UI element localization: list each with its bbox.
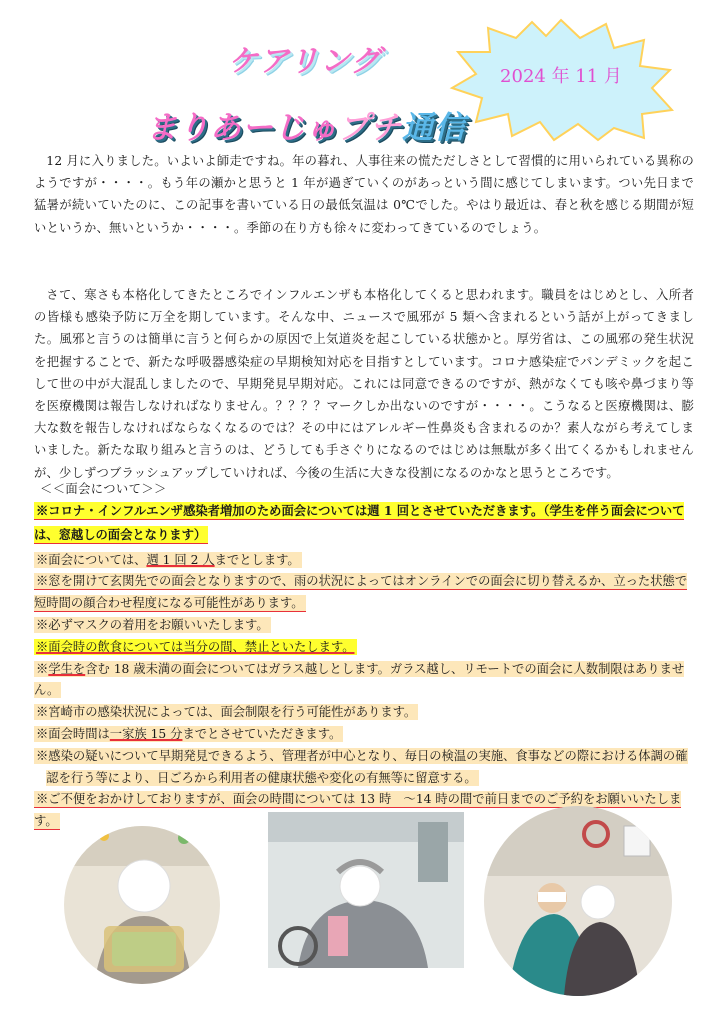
notice-15-min-tail: までとさせていただきます。 bbox=[182, 726, 342, 741]
notice-under-18-rest: 含む 18 歳未満の面会についてはガラス越しとします。ガラス越し、リモートでの面会に人数制限はありません。 bbox=[34, 661, 685, 698]
notice-reservation-text: ※ご不便をおかけしておりますが、面会の時間については 13 時 ～14 時の間で前日までのご予約をお願いいたします。 bbox=[34, 792, 682, 829]
notice-two-people-text bbox=[34, 552, 302, 568]
title-part-tsushin: 通信 bbox=[402, 110, 466, 146]
newsletter-title-caring: ケアリング bbox=[228, 44, 382, 79]
notice-no-food-text: ※面会時の飲食については当分の間、禁止といたします。 bbox=[36, 639, 355, 654]
notice-under-18-mark: ※ bbox=[36, 661, 49, 676]
notice-mask bbox=[34, 615, 696, 637]
notice-miyazaki bbox=[34, 702, 696, 724]
notice-two-people-lead: ※面会については、 bbox=[36, 552, 147, 567]
influenza-paragraph: さて、寒さも本格化してきたところでインフルエンザも本格化してくると思われます。職員をはじめとし、入所者の皆様も感染予防に万全を期しています。そんな中、ニュースで風邪が 5 類へ含まれるという話が上がってきました。風邪と言うのは簡単に言うと何らかの原因で上気道炎を起こしている状態かと。厚労省は、この風邪の発生状況を把握することで、新たな呼吸器感染症の早期検知対応を目指すとしています。コロナ感染症でパンデミックを起こして世の中が大混乱しましたので、早期発見早期対応。これには同意できるのですが、熱がなくても咳や鼻づまり等を医療機関は報告しなければなりません。？？？？マークしか出ないのですが・・・・。こうなると医療機関は、膨大な数を報告しなければならなくなるのでは？その中にはアレルギー性鼻炎も含まれるのか？素人ながら考えてしまいました。新たな取り組みと言うのは、どうしても手さぐりになるのではじめは無駄が多く出てくるかもしれませんが、少しずつブラッシュアップしていければ、今後の生活に大きな役割になるのかなと思うところです。 bbox=[34, 288, 694, 480]
notice-mask-text: ※必ずマスクの着用をお願いいたします。 bbox=[36, 617, 269, 632]
issue-date: 2024 年 11 月 bbox=[500, 66, 622, 87]
intro-paragraph: 12 月に入りました。いよいよ師走ですね。年の暮れ、人事往来の慌ただしさとして習慣的に用いられている異称のようですが・・・・。もう年の瀬かと思うと 1 年が過ぎていくのがあっという間に感じてしまいます。つい先日まで猛暑が続いていたのに、この記事を書いている日の最低気温は 0℃でした。やはり最近は、春と秋を感じる期間が短いというか、無いというか・・・・。季節の在り方も徐々に変わってきているのでしょう。 bbox=[34, 154, 694, 235]
notice-two-people bbox=[34, 550, 696, 572]
notice-15-min-limit: 一家族 15 分 bbox=[109, 726, 183, 741]
notice-under-18-students: 学生を bbox=[48, 661, 86, 676]
notice-15-min bbox=[34, 724, 696, 746]
notice-under-18-text bbox=[34, 661, 684, 699]
notice-weekly-visit-text: ※コロナ・インフルエンザ感染者増加のため面会については週 1 回とさせていただきます。（学生を伴う面会については、窓越しの面会となります） bbox=[34, 503, 685, 542]
title-part-mariage: まりあーじゅ bbox=[146, 110, 338, 146]
photo-resident-with-gift bbox=[64, 826, 220, 984]
notice-weekly-visit bbox=[34, 499, 696, 547]
notice-15-min-lead: ※面会時間は bbox=[36, 726, 110, 741]
notice-two-people-tail: までとします。 bbox=[214, 552, 300, 567]
notice-entrance-visit bbox=[34, 571, 696, 615]
notice-health-check-text: ※感染の疑いについて早期発見できるよう、管理者が中心となり、毎日の検温の実施、食事などの際における体調の確認を行う等により、日ごろから利用者の健康状態や変化の有無等に留意する。 bbox=[36, 748, 688, 785]
notice-miyazaki-text: ※宮崎市の感染状況によっては、面会制限を行う可能性があります。 bbox=[36, 705, 417, 720]
notice-health-check bbox=[34, 746, 696, 790]
photo-resident-with-staff bbox=[484, 806, 672, 996]
notice-under-18 bbox=[34, 659, 696, 703]
visiting-notices bbox=[34, 499, 696, 833]
notice-15-min-text bbox=[34, 726, 343, 742]
newsletter-title-main bbox=[146, 102, 466, 147]
title-part-petit: プチ bbox=[338, 110, 402, 146]
notice-entrance-visit-text: ※窓を開けて玄関先での面会となりますので、雨の状況によってはオンラインでの面会に切り替えるか、立った状態で短時間の顔合わせ程度になる可能性があります。 bbox=[34, 574, 688, 611]
notice-two-people-limit: 週 1 回 2 人 bbox=[146, 552, 215, 567]
visiting-section-heading: ＜＜面会について＞＞ bbox=[40, 482, 167, 496]
notice-no-food bbox=[34, 637, 696, 659]
photo-resident-wheelchair bbox=[268, 812, 464, 968]
